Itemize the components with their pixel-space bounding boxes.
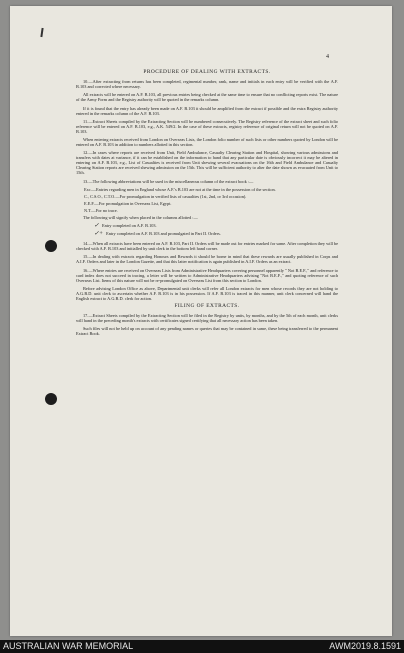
paragraph: When entering extracts received from London on Overseas Lists, the London folio number of such lists or other numbers quoted by London will be entered on A.F. B.103 in addition to numbers allotted in this section. xyxy=(76,137,338,148)
check-plus-mark-icon: ✓+ xyxy=(94,231,104,238)
section-title-procedure: PROCEDURE OF DEALING WITH EXTRACTS. xyxy=(143,69,271,75)
paragraph: Such files will not be held up on account of any pending names or queries that may be contained in same, these being transferred to the permanent Extract Book. xyxy=(76,326,338,337)
paragraph: 16.—Where entries are received on Overseas Lists from Administrative Headquarters covering personnel apparently " Not B.E.F.," and reference to card index does not succeed in tracing, a letter will be written to Administrative Headquarters advising "Not B.E.F.," and quoting reference of such Overseas List. Items of this nature will not be re-promulgated on Overseas List from this section to London. xyxy=(76,267,338,283)
signify-text: Entry completed on A.F. B.103. xyxy=(102,223,157,229)
paragraph: 10.—After extracting from returns has been completed, regimental number, rank, name and initials in each entry will be verified with the A.F. B.103 and corrected where necessary. xyxy=(76,79,338,89)
footer-institution: AUSTRALIAN WAR MEMORIAL xyxy=(3,641,134,651)
document-body xyxy=(76,68,338,340)
page-number: 4 xyxy=(326,54,329,60)
paragraph: 13.—The following abbreviations will be used in the miscellaneous column of the extract book :— xyxy=(83,178,254,184)
archive-footer xyxy=(0,640,404,653)
signify-item xyxy=(76,223,338,229)
paragraph: 12.—In cases where reports are received from Unit, Field Ambulance, Casualty Clearing Station and Hospital, showing various admissions and transfers with dates at variance, if it can be established on the information to hand that any particular date is obviously incorrect it may be altered in entering on A.F. B.103, e.g., List of Casualties is received from Unit shewing several evacuations on the 16th and Field Ambulance and Casualty Clearing Station reports are received shewing admission on the 15th. This will be sufficient authority to alter the date shown as evacuated from Unit to 15th. xyxy=(76,150,338,176)
paragraph: 15.—In dealing with extracts regarding Honours and Rewards it should be borne in mind that these rewards are usually published in Corps and A.I.F. Orders and later in the London Gazette, and that this latter notification is again published in A.I.F. Orders as an extract. xyxy=(76,254,338,265)
signify-item xyxy=(76,231,338,237)
footer-accession-number: AWM2019.8.1591 xyxy=(329,641,401,651)
abbreviation-item: Exc.—Entries regarding men in England whose A.F.'s B.103 are not at the time in the possession of the section. xyxy=(84,187,276,193)
abbreviation-item: C., C.S.O., C.T.O.—For promulgation in verified lists of casualties (1st, 2nd, or 3rd occasion). xyxy=(84,194,247,200)
pencil-tick-mark xyxy=(40,28,43,37)
punch-hole-top xyxy=(45,240,57,252)
paragraph: 17.—Extract Sheets compiled by the Extracting Section will be filed in the Registry by units, by months, and by the 5th of each month, unit clerks will hand in the preceding month's extracts with certificates signed certifying that all necessary action has been taken. xyxy=(76,313,338,324)
check-mark-icon: ✓ xyxy=(94,223,100,230)
paragraph: 11.—Extract Sheets compiled by the Extracting Section will be numbered consecutively. The Registry reference of the extract sheet and such folio reference will be entered on A.F. B.103, e.g., A.K. 549/2. In the case of these extracts, registry reference of original return will not be quoted on A.F. B.103. xyxy=(76,118,338,134)
paragraph: All extracts will be entered on A.F. B.103, all previous entries being checked at the same time to ensure that no conflicting reports exist. The nature of the Army Form and the Registry authority will be quoted in the remarks column. xyxy=(76,92,338,103)
paragraph: 14.—When all extracts have been entered on A.F. B.103, Part II. Orders will be made out for entries marked for same. After completion they will be checked with A.F. B.103 and initialled by unit clerk in the bottom left hand corner. xyxy=(76,240,338,251)
paragraph: If it is found that the entry has already been made on A.F. B.103 it should be amplified from the extract if possible and the extra Registry authority entered in the remarks column of the A.F. B.103. xyxy=(76,105,338,116)
section-title-filing: FILING OF EXTRACTS. xyxy=(174,303,240,310)
abbreviation-item: E.E.F.—For promulgation in Overseas List, Egypt. xyxy=(84,201,172,207)
signify-intro: The following will signify when placed in the columns allotted :— xyxy=(83,215,198,221)
paragraph: Before advising London Office as above, Departmental unit clerks will refer all London extracts for men whose records they are not holding to A.G.B.D. unit clerk to ascertain whether A.F. B.103 is in his possession. If A.F. B.103 is traced in this manner, unit clerk concerned will hand the English extract to A.G.B.D. clerk for action. xyxy=(76,285,338,301)
signify-text: Entry completed on A.F. B.103 and promulgated in Part II. Orders. xyxy=(106,231,221,237)
punch-hole-bottom xyxy=(45,393,57,405)
abbreviation-item: N.T.—For no trace. xyxy=(84,208,118,214)
